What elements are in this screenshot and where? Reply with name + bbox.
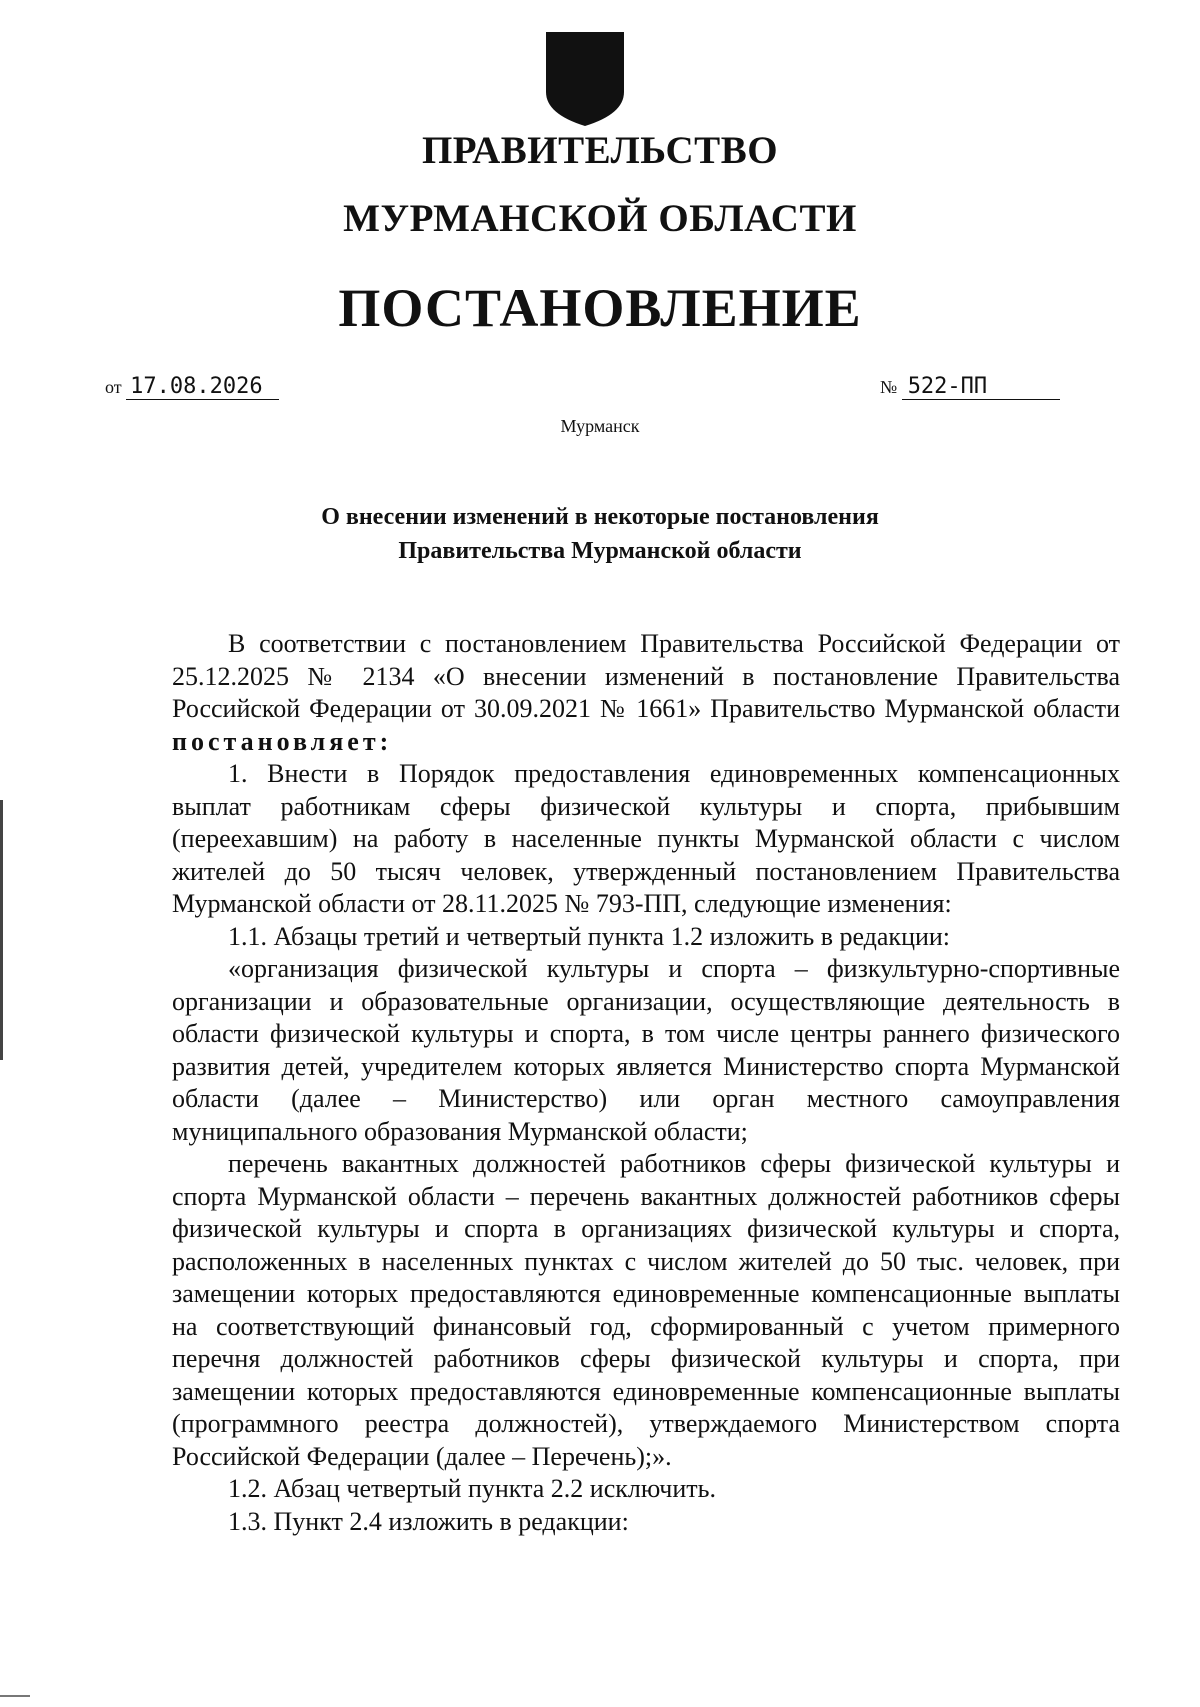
paragraph-1-2: 1.2. Абзац четвертый пункта 2.2 исключить. <box>228 1474 716 1503</box>
document-subject <box>0 500 1200 568</box>
document-type: ПОСТАНОВЛЕНИЕ <box>338 278 862 338</box>
coat-of-arms-icon <box>544 30 626 128</box>
quoted-paragraph-1: «организация физической культуры и спорта – физкультурно-спортивные организации и образовательные организации, осуществляющие деятельность в области физической культуры и спорта, в том числе центры раннего физического развития детей, учредителем которых является Министерство спорта Мурманской области (далее – Министерство) или орган местного самоуправления муниципального образования Мурманской области; <box>172 954 1120 1146</box>
document-body <box>172 628 1120 1538</box>
authority-title-line2: МУРМАНСКОЙ ОБЛАСТИ <box>343 197 857 240</box>
preamble-paragraph <box>172 628 1120 758</box>
date-prefix: от <box>105 377 122 397</box>
quoted-paragraph-2: перечень вакантных должностей работников сферы физической культуры и спорта Мурманской области – перечень вакантных должностей работников сферы физической культуры и спорта в организациях физической культуры и спорта, расположенных в населенных пунктах с числом жителей до 50 тыс. человек, при замещении которых предоставляются единовременные компенсационные выплаты на соответствующий финансовый год, сформированный с учетом примерного перечня должностей работников сферы физической культуры и спорта, при замещении которых предоставляются единовременные компенсационные выплаты (программного реестра должностей), утверждаемого Министерством спорта Российской Федерации (далее – Перечень);». <box>172 1149 1120 1471</box>
paragraph-1: 1. Внести в Порядок предоставления единовременных компенсационных выплат работникам сферы физической культуры и спорта, прибывшим (переехавшим) на работу в населенные пункты Мурманской области с числом жителей до 50 тысяч человек, утвержденный постановлением Правительства Мурманской области от 28.11.2025 № 793-ПП, следующие изменения: <box>172 759 1120 918</box>
authority-title-line1: ПРАВИТЕЛЬСТВО <box>421 129 779 172</box>
date-field <box>105 374 279 400</box>
number-field <box>880 374 1060 400</box>
subject-line1: О внесении изменений в некоторые постановления <box>321 504 879 530</box>
scan-corner-mark <box>0 1695 30 1707</box>
document-date: 17.08.2026 <box>126 374 278 400</box>
number-prefix: № <box>880 377 898 397</box>
city: Мурманск <box>560 416 640 436</box>
scan-edge-mark <box>0 800 3 1060</box>
paragraph-1-1: 1.1. Абзацы третий и четвертый пункта 1.2 изложить в редакции: <box>228 921 951 951</box>
subject-line2: Правительства Мурманской области <box>398 538 802 564</box>
document-number: 522-ПП <box>902 374 1060 400</box>
paragraph-1-3: 1.3. Пункт 2.4 изложить в редакции: <box>228 1506 629 1536</box>
decree-word: постановляет: <box>172 726 393 756</box>
preamble-text: В соответствии с постановлением Правительства Российской Федерации от 25.12.2025 № 2134 «О внесении изменений в постановление Правительства Российской Федерации от 30.09.2021 № 1661» Правительство Мурманской области <box>172 629 1120 723</box>
